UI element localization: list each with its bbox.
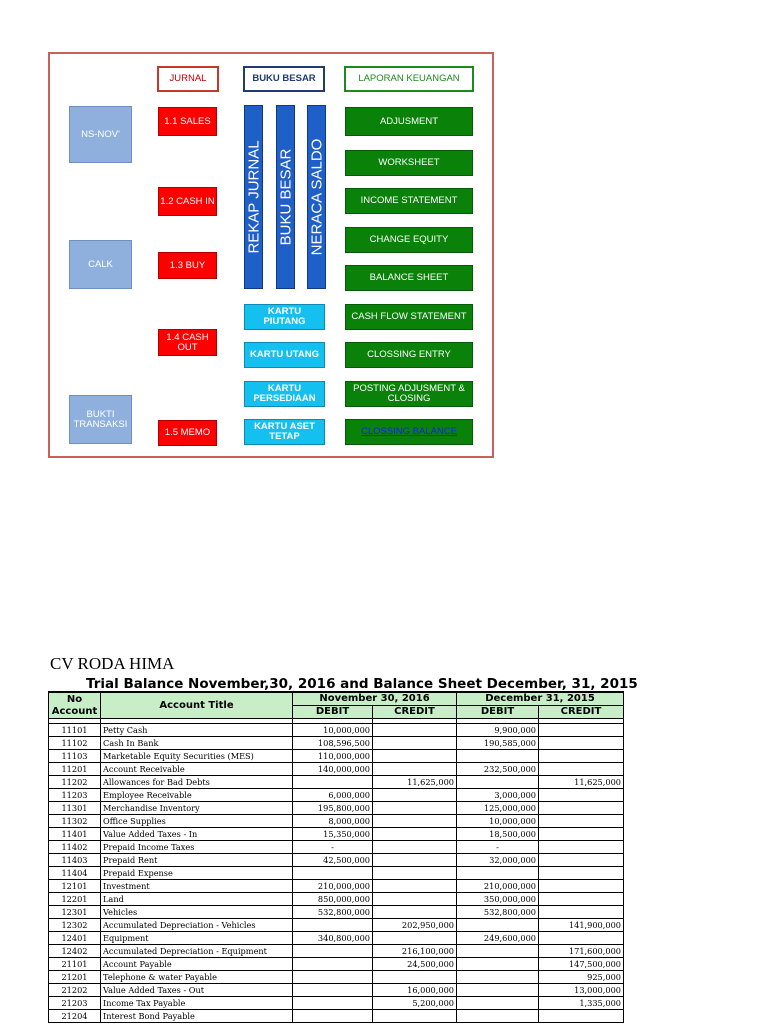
- account-title-cell: Petty Cash: [101, 724, 293, 737]
- trial-balance-title: Trial Balance November,30, 2016 and Balance Sheet December, 31, 2015: [86, 676, 638, 692]
- table-row: [49, 906, 624, 919]
- credit-nov-cell: [373, 750, 457, 763]
- account-number-cell: 12302: [49, 919, 101, 932]
- account-title-cell: Equipment: [101, 932, 293, 945]
- credit-nov-cell: [373, 854, 457, 867]
- table-row: [49, 958, 624, 971]
- account-title-cell: Cash In Bank: [101, 737, 293, 750]
- credit-nov-cell: [373, 971, 457, 984]
- credit-dec-cell: [539, 763, 624, 776]
- account-title-cell: Marketable Equity Securities (MES): [101, 750, 293, 763]
- col-header-credit-1: CREDIT: [373, 706, 457, 719]
- account-title-cell: Land: [101, 893, 293, 906]
- table-row: [49, 997, 624, 1010]
- jurnal-item-cash-in[interactable]: 1.2 CASH IN: [158, 187, 217, 216]
- credit-dec-cell: [539, 828, 624, 841]
- col-header-debit-2: DEBIT: [457, 706, 539, 719]
- side-box-calk[interactable]: CALK: [69, 240, 132, 289]
- debit-dec-cell: [457, 1010, 539, 1023]
- account-title-cell: Income Tax Payable: [101, 997, 293, 1010]
- credit-dec-cell: [539, 1010, 624, 1023]
- table-row: [49, 737, 624, 750]
- credit-nov-cell: 24,500,000: [373, 958, 457, 971]
- account-number-cell: 11101: [49, 724, 101, 737]
- account-number-cell: 21101: [49, 958, 101, 971]
- account-title-cell: Interest Bond Payable: [101, 1010, 293, 1023]
- jurnal-item-sales[interactable]: 1.1 SALES: [158, 107, 217, 136]
- account-number-cell: 12301: [49, 906, 101, 919]
- credit-dec-cell: [539, 724, 624, 737]
- laporan-keuangan-header: LAPORAN KEUANGAN: [344, 66, 474, 92]
- debit-dec-cell: [457, 919, 539, 932]
- debit-nov-cell: [293, 997, 373, 1010]
- col-header-period-nov: November 30, 2016: [293, 692, 457, 706]
- table-row: [49, 789, 624, 802]
- debit-dec-cell: 3,000,000: [457, 789, 539, 802]
- table-row: [49, 971, 624, 984]
- debit-nov-cell: 42,500,000: [293, 854, 373, 867]
- debit-dec-cell: 232,500,000: [457, 763, 539, 776]
- credit-nov-cell: [373, 893, 457, 906]
- account-title-cell: Account Payable: [101, 958, 293, 971]
- account-number-cell: 11202: [49, 776, 101, 789]
- debit-nov-cell: [293, 867, 373, 880]
- account-title-cell: Prepaid Income Taxes: [101, 841, 293, 854]
- credit-dec-cell: [539, 854, 624, 867]
- jurnal-header: JURNAL: [157, 66, 219, 92]
- debit-dec-cell: [457, 958, 539, 971]
- credit-nov-cell: [373, 867, 457, 880]
- account-number-cell: 11302: [49, 815, 101, 828]
- debit-nov-cell: [293, 1010, 373, 1023]
- credit-dec-cell: 11,625,000: [539, 776, 624, 789]
- debit-nov-cell: 10,000,000: [293, 724, 373, 737]
- credit-nov-cell: [373, 763, 457, 776]
- credit-dec-cell: [539, 737, 624, 750]
- debit-nov-cell: [293, 984, 373, 997]
- laporan-item-closing-balance[interactable]: [345, 419, 473, 445]
- trial-balance-table: [48, 691, 624, 1023]
- debit-dec-cell: 9,900,000: [457, 724, 539, 737]
- credit-nov-cell: 11,625,000: [373, 776, 457, 789]
- table-row: [49, 724, 624, 737]
- laporan-item-posting-adjusment-closing[interactable]: POSTING ADJUSMENT & CLOSING: [345, 381, 473, 407]
- credit-dec-cell: [539, 841, 624, 854]
- account-number-cell: 21203: [49, 997, 101, 1010]
- debit-dec-cell: [457, 984, 539, 997]
- debit-nov-cell: -: [293, 841, 373, 854]
- debit-nov-cell: 15,350,000: [293, 828, 373, 841]
- table-row: [49, 802, 624, 815]
- account-number-cell: 11103: [49, 750, 101, 763]
- credit-dec-cell: 147,500,000: [539, 958, 624, 971]
- debit-nov-cell: 850,000,000: [293, 893, 373, 906]
- account-number-cell: 12201: [49, 893, 101, 906]
- buku-besar-header: BUKU BESAR: [243, 66, 325, 92]
- debit-nov-cell: 6,000,000: [293, 789, 373, 802]
- credit-dec-cell: 141,900,000: [539, 919, 624, 932]
- account-title-cell: Prepaid Rent: [101, 854, 293, 867]
- trial-balance-body: [49, 719, 624, 1023]
- closing-balance-link[interactable]: CLOSSING BALANCE: [360, 426, 458, 437]
- table-row: [49, 893, 624, 906]
- account-number-cell: 12401: [49, 932, 101, 945]
- account-number-cell: 12402: [49, 945, 101, 958]
- account-number-cell: 11203: [49, 789, 101, 802]
- credit-dec-cell: [539, 893, 624, 906]
- debit-dec-cell: [457, 776, 539, 789]
- table-row: [49, 867, 624, 880]
- debit-dec-cell: -: [457, 841, 539, 854]
- table-row: [49, 763, 624, 776]
- account-number-cell: 11102: [49, 737, 101, 750]
- account-title-cell: Investment: [101, 880, 293, 893]
- col-header-no-account: No Account: [49, 692, 101, 719]
- col-header-account-title: Account Title: [101, 692, 293, 719]
- credit-nov-cell: [373, 802, 457, 815]
- kartu-item-aset-tetap[interactable]: KARTU ASET TETAP: [244, 419, 325, 445]
- credit-dec-cell: [539, 932, 624, 945]
- table-row: [49, 854, 624, 867]
- debit-nov-cell: [293, 919, 373, 932]
- account-title-cell: Vehicles: [101, 906, 293, 919]
- table-row: [49, 815, 624, 828]
- credit-nov-cell: [373, 1010, 457, 1023]
- debit-nov-cell: 108,596,500: [293, 737, 373, 750]
- col-header-period-dec: December 31, 2015: [457, 692, 624, 706]
- credit-nov-cell: [373, 828, 457, 841]
- account-title-cell: Accumulated Depreciation - Vehicles: [101, 919, 293, 932]
- debit-nov-cell: 140,000,000: [293, 763, 373, 776]
- account-number-cell: 11301: [49, 802, 101, 815]
- credit-dec-cell: 171,600,000: [539, 945, 624, 958]
- debit-dec-cell: 190,585,000: [457, 737, 539, 750]
- account-number-cell: 12101: [49, 880, 101, 893]
- credit-nov-cell: 16,000,000: [373, 984, 457, 997]
- account-title-cell: Allowances for Bad Debts: [101, 776, 293, 789]
- debit-dec-cell: [457, 945, 539, 958]
- laporan-item-worksheet[interactable]: WORKSHEET: [345, 150, 473, 176]
- debit-nov-cell: [293, 945, 373, 958]
- credit-dec-cell: [539, 906, 624, 919]
- account-title-cell: Telephone & water Payable: [101, 971, 293, 984]
- table-row: [49, 1010, 624, 1023]
- table-row: [49, 932, 624, 945]
- debit-nov-cell: 532,800,000: [293, 906, 373, 919]
- table-row: [49, 984, 624, 997]
- account-number-cell: 11404: [49, 867, 101, 880]
- debit-dec-cell: 32,000,000: [457, 854, 539, 867]
- debit-nov-cell: 8,000,000: [293, 815, 373, 828]
- credit-nov-cell: [373, 737, 457, 750]
- account-number-cell: 11402: [49, 841, 101, 854]
- account-title-cell: Merchandise Inventory: [101, 802, 293, 815]
- account-title-cell: Employee Receivable: [101, 789, 293, 802]
- account-number-cell: 21202: [49, 984, 101, 997]
- debit-dec-cell: [457, 997, 539, 1010]
- account-number-cell: 11201: [49, 763, 101, 776]
- debit-dec-cell: 350,000,000: [457, 893, 539, 906]
- account-title-cell: Office Supplies: [101, 815, 293, 828]
- neraca-saldo-label: NERACA SALDO: [308, 138, 325, 256]
- rekap-jurnal-label: REKAP JURNAL: [245, 140, 262, 254]
- laporan-item-closing-entry[interactable]: CLOSSING ENTRY: [345, 342, 473, 368]
- account-title-cell: Account Receivable: [101, 763, 293, 776]
- credit-nov-cell: [373, 906, 457, 919]
- account-title-cell: Value Added Taxes - In: [101, 828, 293, 841]
- side-box-bukti-transaksi[interactable]: BUKTI TRANSAKSI: [69, 395, 132, 444]
- table-row: [49, 750, 624, 763]
- credit-nov-cell: [373, 880, 457, 893]
- laporan-item-cash-flow-statement[interactable]: CASH FLOW STATEMENT: [345, 304, 473, 330]
- account-number-cell: 21204: [49, 1010, 101, 1023]
- account-title-cell: Prepaid Expense: [101, 867, 293, 880]
- kartu-item-persediaan[interactable]: KARTU PERSEDIAAN: [244, 381, 325, 407]
- account-number-cell: 11401: [49, 828, 101, 841]
- credit-nov-cell: [373, 789, 457, 802]
- vertical-bar-buku-besar[interactable]: [276, 105, 295, 289]
- jurnal-item-cash-out[interactable]: 1.4 CASH OUT: [158, 329, 217, 356]
- debit-dec-cell: 249,600,000: [457, 932, 539, 945]
- credit-nov-cell: 216,100,000: [373, 945, 457, 958]
- credit-nov-cell: [373, 932, 457, 945]
- vertical-bar-neraca-saldo[interactable]: [307, 105, 326, 289]
- laporan-item-adjusment[interactable]: ADJUSMENT: [345, 107, 473, 136]
- credit-nov-cell: [373, 815, 457, 828]
- buku-besar-label: BUKU BESAR: [277, 148, 294, 246]
- laporan-item-income-statement[interactable]: INCOME STATEMENT: [345, 188, 473, 214]
- table-row: [49, 945, 624, 958]
- credit-nov-cell: [373, 841, 457, 854]
- credit-dec-cell: 13,000,000: [539, 984, 624, 997]
- table-row: [49, 841, 624, 854]
- credit-nov-cell: [373, 724, 457, 737]
- debit-nov-cell: 340,800,000: [293, 932, 373, 945]
- debit-nov-cell: [293, 776, 373, 789]
- table-row: [49, 919, 624, 932]
- debit-dec-cell: [457, 750, 539, 763]
- debit-nov-cell: 110,000,000: [293, 750, 373, 763]
- credit-dec-cell: [539, 802, 624, 815]
- debit-dec-cell: 18,500,000: [457, 828, 539, 841]
- credit-dec-cell: [539, 815, 624, 828]
- credit-dec-cell: 1,335,000: [539, 997, 624, 1010]
- credit-dec-cell: [539, 880, 624, 893]
- credit-dec-cell: [539, 867, 624, 880]
- side-box-ns-nov[interactable]: NS-NOV': [69, 106, 132, 163]
- table-row: [49, 776, 624, 789]
- kartu-item-piutang[interactable]: KARTU PIUTANG: [244, 304, 325, 330]
- jurnal-item-memo[interactable]: 1.5 MEMO: [158, 420, 217, 446]
- credit-dec-cell: 925,000: [539, 971, 624, 984]
- debit-nov-cell: [293, 958, 373, 971]
- laporan-item-change-equity[interactable]: CHANGE EQUITY: [345, 227, 473, 253]
- account-title-cell: Accumulated Depreciation - Equipment: [101, 945, 293, 958]
- debit-dec-cell: 532,800,000: [457, 906, 539, 919]
- vertical-bar-rekap-jurnal[interactable]: [244, 105, 263, 289]
- credit-dec-cell: [539, 750, 624, 763]
- debit-dec-cell: [457, 867, 539, 880]
- laporan-item-balance-sheet[interactable]: BALANCE SHEET: [345, 265, 473, 291]
- credit-dec-cell: [539, 789, 624, 802]
- credit-nov-cell: 202,950,000: [373, 919, 457, 932]
- debit-nov-cell: 210,000,000: [293, 880, 373, 893]
- credit-nov-cell: 5,200,000: [373, 997, 457, 1010]
- debit-nov-cell: 195,800,000: [293, 802, 373, 815]
- account-number-cell: 21201: [49, 971, 101, 984]
- col-header-debit-1: DEBIT: [293, 706, 373, 719]
- jurnal-item-buy[interactable]: 1.3 BUY: [158, 252, 217, 279]
- company-name: CV RODA HIMA: [50, 654, 175, 673]
- table-row: [49, 880, 624, 893]
- kartu-item-utang[interactable]: KARTU UTANG: [244, 342, 325, 368]
- table-row: [49, 828, 624, 841]
- account-title-cell: Value Added Taxes - Out: [101, 984, 293, 997]
- debit-dec-cell: 125,000,000: [457, 802, 539, 815]
- debit-nov-cell: [293, 971, 373, 984]
- debit-dec-cell: [457, 971, 539, 984]
- account-number-cell: 11403: [49, 854, 101, 867]
- col-header-credit-2: CREDIT: [539, 706, 624, 719]
- debit-dec-cell: 210,000,000: [457, 880, 539, 893]
- debit-dec-cell: 10,000,000: [457, 815, 539, 828]
